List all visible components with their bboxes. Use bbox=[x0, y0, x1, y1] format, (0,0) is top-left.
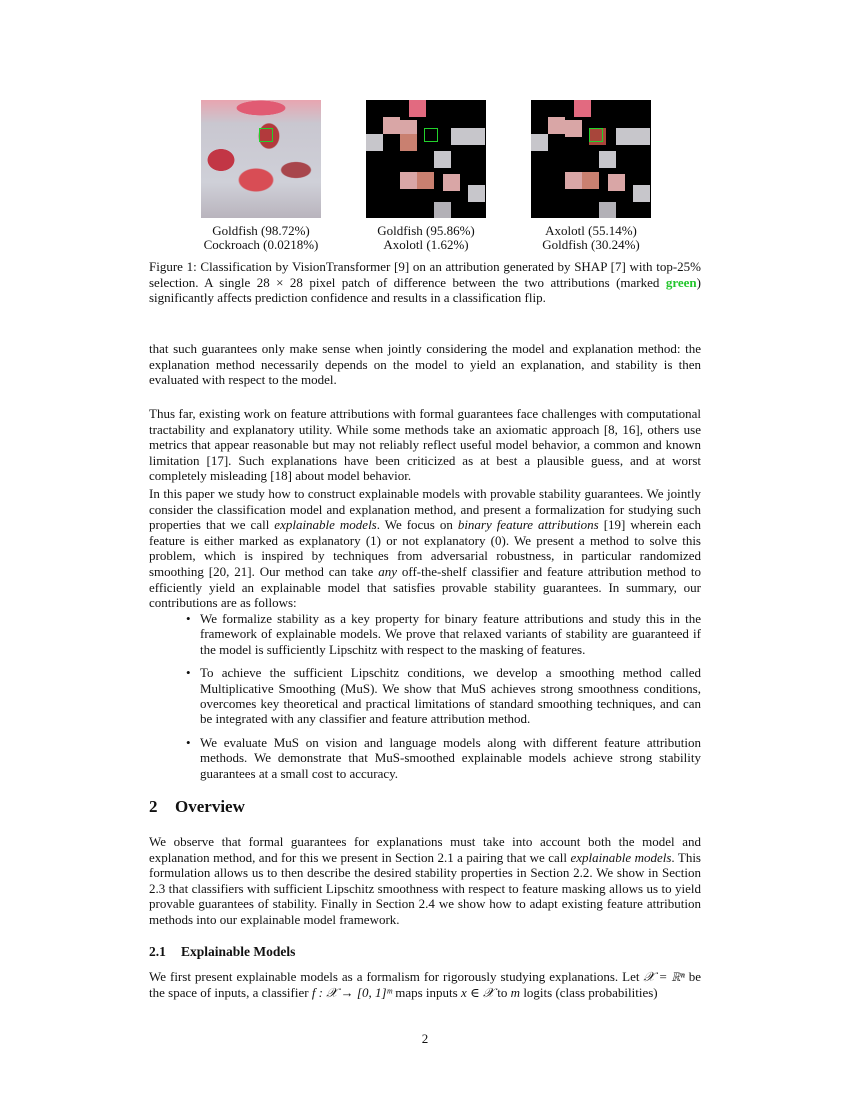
section-title: Overview bbox=[175, 797, 245, 816]
figure-1 bbox=[0, 100, 850, 250]
paragraph-text: off-the-shelf classifier and feature attribution method to efficiently yield an explainable model that satisfies provable stability guarantees. In summary, our contributions are as follows: bbox=[149, 563, 701, 611]
paragraph-text: We observe that formal guarantees for explanations must take into account both the model and explanation method, and for this we present in Section 2.1 a pairing that we call bbox=[149, 834, 701, 865]
paragraph-text: to bbox=[494, 984, 511, 1000]
section-number: 2 bbox=[149, 797, 158, 816]
page-number: 2 bbox=[421, 1031, 429, 1046]
paragraph-text: We first present explainable models as a formalism for rigorously studying explanations. Let bbox=[149, 969, 644, 984]
panel-label-top: Goldfish (98.72%) bbox=[212, 223, 310, 238]
panel-label-top: Axolotl (55.14%) bbox=[545, 223, 637, 238]
panel-label-top: Goldfish (95.86%) bbox=[377, 223, 475, 238]
paragraph bbox=[149, 834, 701, 928]
caption-text: ) significantly affects prediction confidence and results in a classification flip. bbox=[149, 274, 702, 305]
emphasis: any bbox=[378, 563, 397, 579]
paragraph bbox=[149, 486, 701, 611]
bullet-point: • bbox=[186, 734, 191, 750]
paragraph bbox=[149, 969, 701, 1000]
paragraph bbox=[149, 406, 701, 484]
math-expression: f : 𝒳 → [0, 1]ᵐ bbox=[311, 984, 392, 1000]
emphasis: binary feature attributions bbox=[457, 517, 599, 533]
paragraph-text: [19] wherein each feature is either marked as explanatory (1) or not explanatory (0). We present a method to solve this problem, which is inspired by techniques from adversarial robustness, in particular randomized smoothing [20, 21]. Our method can take bbox=[149, 517, 701, 579]
figure-panel-original bbox=[191, 100, 331, 252]
attribution-mask-image bbox=[366, 100, 486, 218]
figure-panel-attribution-1 bbox=[356, 100, 496, 252]
section-heading bbox=[149, 797, 245, 817]
emphasis: explainable models bbox=[570, 849, 672, 865]
subsection-title: Explainable Models bbox=[181, 944, 296, 959]
panel-label-bottom: Goldfish (30.24%) bbox=[542, 237, 640, 252]
list-item bbox=[186, 665, 701, 727]
list-item-text: We evaluate MuS on vision and language models along with different feature attribution methods. We demonstrate that MuS-smoothed explainable models achieve strong stability guarantees at a small cost to accuracy. bbox=[200, 734, 701, 781]
paragraph bbox=[149, 341, 701, 388]
bullet-point: • bbox=[186, 611, 191, 626]
paragraph-text: that such guarantees only make sense when jointly considering the model and explanation method: the explanation method necessarily depends on the model to yield an explanation, and stability is then evaluated with respect to the model. bbox=[149, 341, 701, 388]
caption-green-word: green bbox=[665, 274, 697, 290]
paragraph-text: . We focus on bbox=[376, 517, 458, 533]
panel-label-bottom: Axolotl (1.62%) bbox=[383, 237, 469, 252]
paragraph-text: logits (class probabilities) bbox=[520, 984, 658, 1000]
list-item-text: To achieve the sufficient Lipschitz conditions, we develop a smoothing method called Multiplicative Smoothing (MuS). We show that MuS achieves strong smoothness conditions, overcomes key theoretical and practical limitations of standard smoothing techniques, and can be integrated with any classifier and feature attribution method. bbox=[200, 665, 701, 727]
subsection-heading bbox=[149, 944, 295, 960]
paragraph-text: . This formulation allows us to then describe the desired stability properties in Section 2.2. We show in Section 2.3 that classifiers with sufficient Lipschitz smoothness with respect to feature masking allows us to yield provable guarantees of stability. Finally in Section 2.4 we show how to adapt existing feature attribution methods into our explainable model framework. bbox=[149, 849, 701, 927]
goldfish-image bbox=[201, 100, 321, 218]
list-item bbox=[186, 735, 701, 781]
list-item-text: We formalize stability as a key property for binary feature attributions and study this in the framework of explainable models. We prove that relaxed variants of stability are guaranteed if the model is sufficiently Lipschitz with respect to the masking of features. bbox=[200, 611, 701, 657]
bullet-point: • bbox=[186, 665, 191, 681]
caption-text: Figure 1: Classification by VisionTransformer [9] on an attribution generated by SHAP [7] with top-25% selection. A single 28 × 28 pixel patch of difference between the two attributions (marked bbox=[149, 259, 701, 290]
paragraph-text: be the space of inputs, a classifier bbox=[149, 969, 701, 1000]
panel-label-bottom: Cockroach (0.0218%) bbox=[203, 237, 319, 252]
paragraph-text: Thus far, existing work on feature attributions with formal guarantees face challenges with computational tractability and explanatory utility. While some methods take an axiomatic approach [8, 16], others use metrics that appear reasonable but may not reliably reflect useful model behavior, a common and known limitation [17]. Such explanations have been criticized as at best a plausible guess, and at worst completely misleading [18] about model behavior. bbox=[149, 406, 701, 484]
list-item bbox=[186, 611, 701, 657]
paragraph-text: In this paper we study how to construct explainable models with provable stability guarantees. We jointly consider the classification model and explanation method, and present a formalization for studying such properties that we call bbox=[149, 486, 701, 533]
math-expression: x ∈ 𝒳 bbox=[460, 984, 495, 1000]
subsection-number: 2.1 bbox=[149, 944, 166, 959]
figure-panel-attribution-2 bbox=[521, 100, 661, 252]
math-expression: m bbox=[510, 984, 521, 1000]
figure-caption bbox=[149, 259, 701, 306]
attribution-mask-image bbox=[531, 100, 651, 218]
math-expression: 𝒳 = ℝⁿ bbox=[643, 969, 685, 984]
contributions-list bbox=[186, 611, 701, 789]
emphasis: explainable models bbox=[274, 517, 377, 533]
paragraph-text: maps inputs bbox=[391, 984, 461, 1000]
